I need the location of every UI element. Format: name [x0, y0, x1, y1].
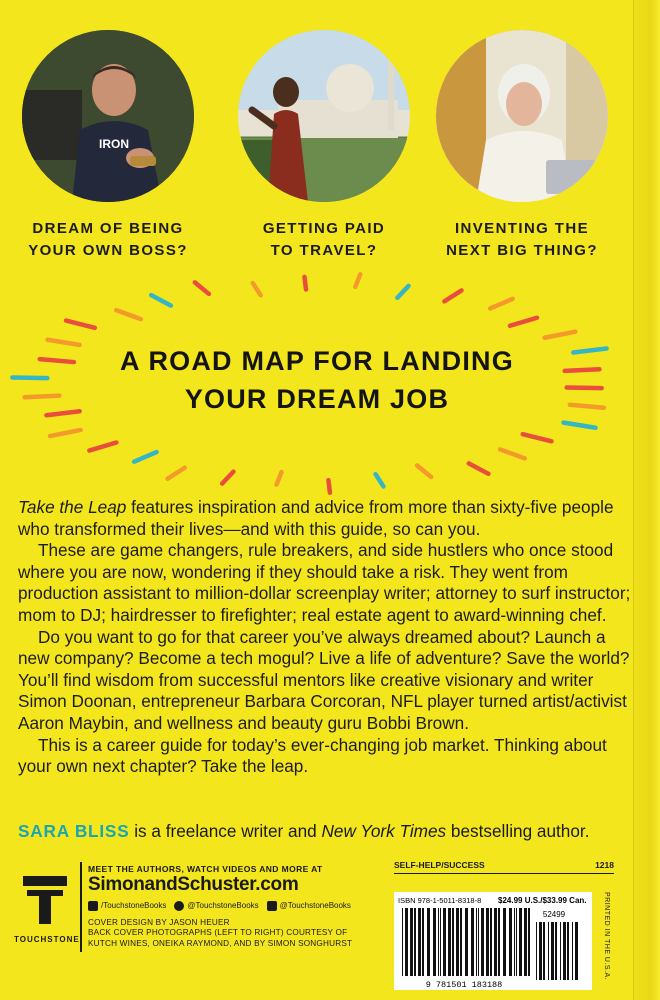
- addon-bar: [551, 922, 554, 980]
- publisher-logo: [14, 876, 80, 944]
- description: [18, 497, 638, 778]
- burst-dash: [545, 332, 576, 338]
- retail-info: [394, 860, 614, 874]
- barcode-bar: [514, 908, 515, 976]
- barcode-bar: [402, 908, 403, 976]
- burst-dash: [168, 468, 185, 479]
- price-addon-code: 52499: [542, 910, 566, 919]
- burst-dash: [151, 295, 171, 305]
- question-next-big-thing: INVENTING THE NEXT BIG THING?: [446, 220, 598, 259]
- barcode-bar: [486, 908, 489, 976]
- headline-line-2: YOUR DREAM JOB: [184, 384, 450, 414]
- barcode-bar: [471, 908, 474, 976]
- description-paragraph-2: These are game changers, rule breakers, and side hustlers who once stood where you are now, wondering if they should take a risk. They went from production assistant to million-dollar screenplay writer; attorney to surf instructor; mom to DJ; hairdresser to firefighter; real estate agent to award-winning chef.: [18, 540, 631, 625]
- burst-dash: [328, 480, 329, 493]
- description-paragraph-4: This is a career guide for today’s ever-changing job market. Thinking about your own next chapter? Take the leap.: [18, 734, 607, 777]
- barcode-bar: [509, 908, 512, 976]
- burst-dash: [116, 310, 141, 319]
- burst-dash: [50, 430, 81, 436]
- barcode-bar: [440, 908, 441, 976]
- barcode-bar: [498, 908, 500, 976]
- addon-bar: [539, 922, 542, 980]
- book-title: Take the Leap: [18, 497, 127, 517]
- social-links: [88, 901, 351, 911]
- burst-dash: [376, 474, 384, 486]
- touchstone-logo-icon: [23, 876, 67, 924]
- burst-dash: [304, 277, 305, 290]
- barcode-bar: [448, 908, 451, 976]
- burst-dash: [510, 318, 537, 326]
- barcode-bar: [494, 908, 497, 976]
- burst-dash: [195, 282, 209, 294]
- instagram-link[interactable]: @TouchstoneBooks: [267, 901, 351, 911]
- barcode-graphic: [394, 892, 592, 990]
- twitter-icon: [174, 901, 184, 911]
- author-photo-2: [238, 30, 410, 202]
- barcode-bar: [422, 908, 424, 976]
- barcode-bar: [465, 908, 468, 976]
- barcode-bar: [476, 908, 477, 976]
- barcode-bar: [438, 908, 439, 976]
- barcode-bar: [478, 908, 479, 976]
- description-paragraph-1: Take the Leap features inspiration and advice from more than sixty-five people who transformed their lives—and with this guide, so can you.: [18, 497, 614, 539]
- burst-dash: [66, 321, 95, 328]
- barcode-bar: [452, 908, 454, 976]
- category-code: 1218: [595, 860, 614, 870]
- burst-dash: [397, 286, 408, 298]
- burst-dash: [134, 452, 156, 462]
- burst-dash: [523, 434, 552, 441]
- headline-line-1: A ROAD MAP FOR LANDING: [120, 346, 514, 376]
- burst-dash: [417, 465, 431, 477]
- isbn-barcode: [394, 892, 592, 990]
- burst-dash: [444, 290, 461, 301]
- facebook-link[interactable]: /TouchstoneBooks: [88, 901, 166, 911]
- barcode-bar: [433, 908, 436, 976]
- category-line: [394, 860, 614, 874]
- addon-bar: [572, 922, 573, 980]
- author-photo-3: [436, 30, 608, 202]
- burst-dash: [222, 472, 233, 484]
- author-bio: SARA BLISS is a freelance writer and New York Times bestselling author.: [18, 821, 590, 841]
- category: SELF-HELP/SUCCESS: [394, 860, 485, 870]
- cover-credits: COVER DESIGN BY JASON HEUER BACK COVER PHOTOGRAPHS (LEFT TO RIGHT) COURTESY OF KUTCH WINES, ONEIKA RAYMOND, AND BY SIMON SONGHURST: [88, 918, 353, 948]
- question-own-boss: DREAM OF BEING YOUR OWN BOSS?: [28, 220, 188, 259]
- headline: [0, 342, 634, 418]
- facebook-icon: [88, 901, 98, 911]
- barcode-bar: [516, 908, 517, 976]
- barcode-bar: [427, 908, 430, 976]
- barcode-bar: [503, 908, 506, 976]
- addon-bar: [555, 922, 557, 980]
- divider: [80, 862, 82, 952]
- description-paragraph-3: Do you want to go for that career you’ve always dreamed about? Launch a new company? Become a tech mogul? Live a life of adventure? Save the world? You’ll find wisdom from successful mentors like creative visionary and writer Simon Doonan, entrepreneur Barbara Corcoran, NFL player turned artist/activist Aaron Maybin, and wellness and beauty guru Bobbi Brown.: [18, 626, 630, 733]
- addon-bar: [575, 922, 578, 980]
- addon-bar: [567, 922, 569, 980]
- barcode-bar: [528, 908, 530, 976]
- publisher-name: TOUCHSTONE: [14, 935, 80, 944]
- isbn: ISBN 978-1-5011-8318-8: [398, 896, 482, 905]
- author-name: SARA BLISS: [18, 821, 130, 841]
- price: $24.99 U.S./$33.99 Can.: [498, 896, 587, 905]
- barcode-bar: [418, 908, 421, 976]
- barcode-bar: [490, 908, 492, 976]
- barcode-bar: [414, 908, 416, 976]
- back-matter: [0, 852, 634, 1000]
- burst-dash: [89, 443, 116, 451]
- addon-bar: [548, 922, 549, 980]
- meet-authors-text: MEET THE AUTHORS, WATCH VIDEOS AND MORE AT: [88, 864, 323, 874]
- barcode-bar: [519, 908, 522, 976]
- addon-bar: [543, 922, 545, 980]
- barcode-bar: [410, 908, 413, 976]
- burst-dash: [355, 274, 360, 286]
- printed-in-usa: PRINTED IN THE U.S.A.: [603, 892, 610, 981]
- addon-bar: [563, 922, 566, 980]
- instagram-icon: [267, 901, 277, 911]
- burst-dash: [564, 423, 596, 428]
- question-paid-travel: GETTING PAID TO TRAVEL?: [262, 220, 386, 259]
- barcode-bar: [456, 908, 459, 976]
- barcode-bar: [460, 908, 462, 976]
- burst-dash: [490, 299, 512, 309]
- author-photo-1: [22, 30, 194, 202]
- barcode-bar: [524, 908, 527, 976]
- svg-text:IRON: IRON: [99, 137, 129, 151]
- burst-dash: [253, 283, 261, 295]
- burst-dash: [469, 463, 489, 473]
- addon-bar: [536, 922, 537, 980]
- twitter-link[interactable]: @TouchstoneBooks: [174, 901, 258, 911]
- burst-dash: [277, 472, 282, 484]
- barcode-bar: [443, 908, 446, 976]
- addon-bar: [560, 922, 561, 980]
- barcode-bar: [405, 908, 408, 976]
- publisher-website[interactable]: SimonandSchuster.com: [88, 874, 299, 895]
- barcode-bar: [481, 908, 484, 976]
- burst-dash: [500, 449, 525, 458]
- barcode-number: 9 781501 183188: [425, 980, 503, 990]
